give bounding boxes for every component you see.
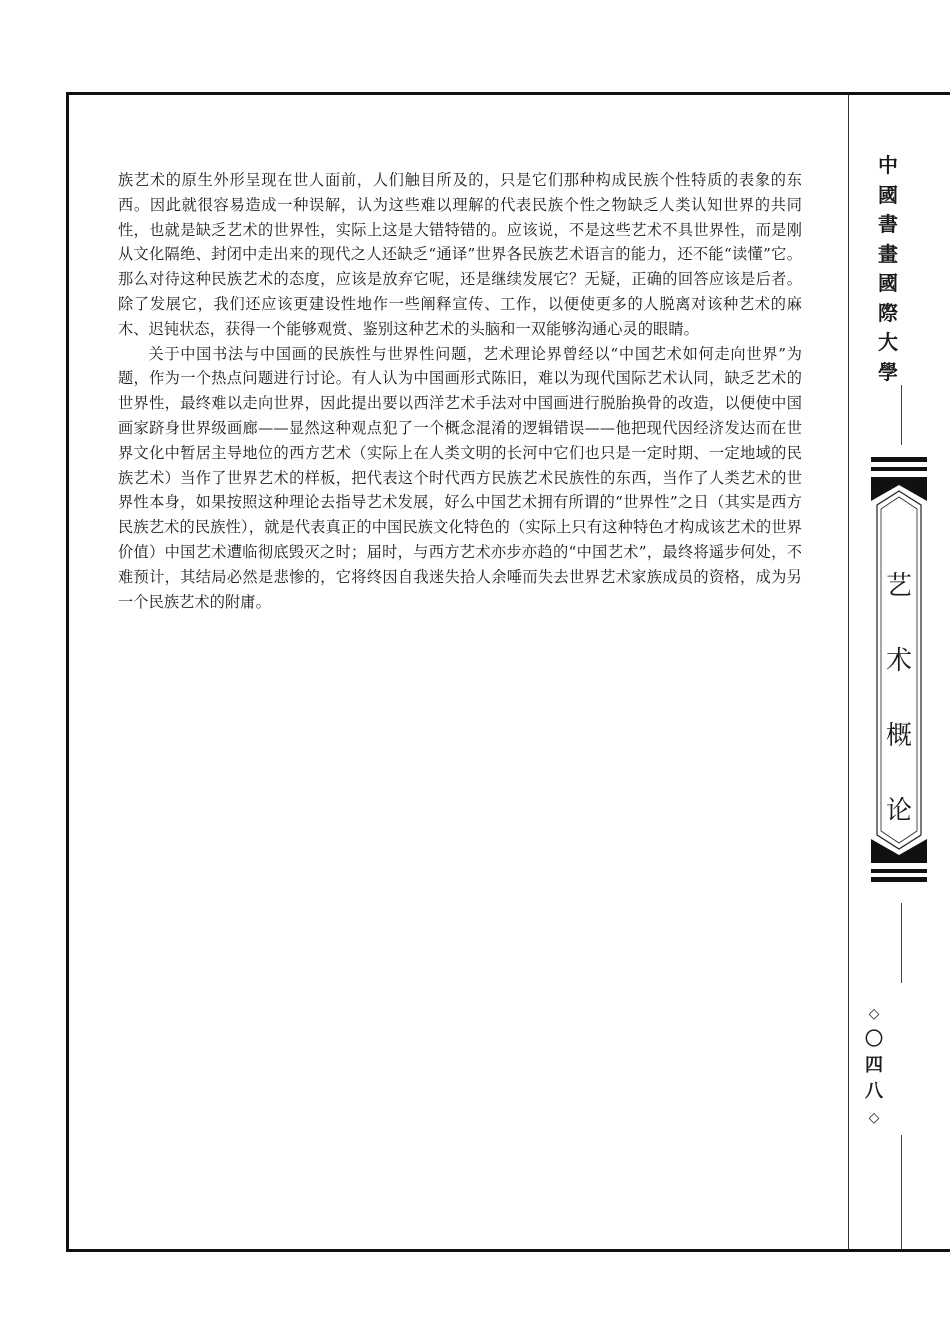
book-title-char: 术 <box>885 646 912 676</box>
university-char: 畫 <box>878 241 898 266</box>
paragraph-2: 关于中国书法与中国画的民族性与世界性问题，艺术理论界曾经以“中国艺术如何走向世界”为题，作为一个热点问题进行讨论。有人认为中国画形式陈旧，难以为现代国际艺术认同，缺乏艺术的世界性，最终难以走向世界，因此提出要以西洋艺术手法对中国画进行脱胎换骨的改造，以便使中国画家跻身世界级画廊——显然这种观点犯了一个概念混淆的逻辑错误——他把现代因经济发达而在世界文化中暂居主导地位的西方艺术（实际上在人类文明的长河中它们也只是一定时期、一定地域的民族艺术）当作了世界艺术的样板，把代表这个时代西方民族艺术民族性的东西，当作了人类艺术的世界性本身，如果按照这种理论去指导艺术发展，好么中国艺术拥有所谓的“世界性”之日（其实是西方民族艺术的民族性），就是代表真正的中国民族文化特色的（实际上只有这种特色才构成该艺术的世界价值）中国艺术遭临彻底毁灭之时；届时，与西方艺术亦步亦趋的“中国艺术”，最终将遥步何处，不难预计，其结局必然是悲惨的，它将终因自我迷失拾人余唾而失去世界艺术家族成员的资格，成为另一个民族艺术的附庸。 <box>118 344 802 611</box>
university-name <box>873 151 903 387</box>
book-title-char: 艺 <box>885 571 912 601</box>
book-title-char: 论 <box>885 796 912 826</box>
book-title-ornament <box>869 457 929 887</box>
university-char: 中 <box>878 153 898 177</box>
diamond-icon: ◇ <box>868 1006 880 1022</box>
page-number-digit: 〇 <box>865 1029 883 1050</box>
university-char: 大 <box>878 330 898 354</box>
university-char: 書 <box>878 212 898 236</box>
book-title-char: 概 <box>885 721 912 751</box>
body-text <box>118 168 802 614</box>
diamond-icon: ◇ <box>868 1110 880 1126</box>
university-char: 學 <box>878 359 898 384</box>
margin-rule-top <box>901 385 902 445</box>
margin-rule-bottom <box>901 903 902 983</box>
margin-column <box>849 95 950 1249</box>
university-char: 國 <box>878 271 898 295</box>
page-number-digit: 八 <box>865 1081 883 1102</box>
book-title <box>881 549 917 849</box>
margin-rule-footer <box>901 1135 902 1249</box>
page-number <box>863 1001 885 1131</box>
university-char: 國 <box>878 182 898 207</box>
university-char: 際 <box>878 300 898 325</box>
paragraph-1: 族艺术的原生外形呈现在世人面前，人们触目所及的，只是它们那种构成民族个性特质的表象的东西。因此就很容易造成一种误解，认为这些难以理解的代表民族个性之物缺乏人类认知世界的共同性，也就是缺乏艺术的世界性，实际上这是大错特错的。应该说，不是这些艺术不具世界性，而是刚从文化隔绝、封闭中走出来的现代之人还缺乏“通译”世界各民族艺术语言的能力，还不能“读懂”它。那么对待这种民族艺术的态度，应该是放弃它呢，还是继续发展它？无疑，正确的回答应该是后者。除了发展它，我们还应该更建设性地作一些阐释宣传、工作，以便使更多的人脱离对该种艺术的麻木、迟钝状态，获得一个能够观赏、鉴别这种艺术的头脑和一双能够沟通心灵的眼睛。 <box>118 171 802 338</box>
page-number-digit: 四 <box>865 1055 883 1076</box>
